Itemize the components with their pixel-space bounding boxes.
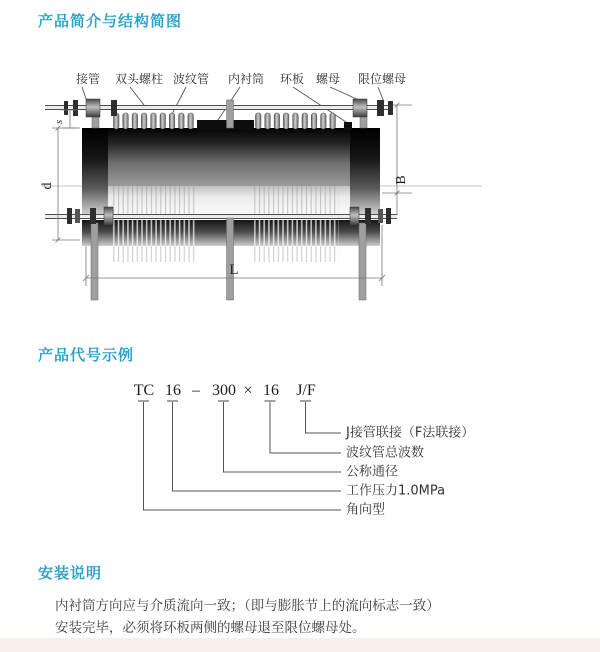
part-label-nut: 螺母 — [315, 72, 341, 86]
bellows-fingers-left — [114, 113, 194, 129]
right-end-cap — [350, 128, 380, 214]
install-line-1: 内衬筒方向应与介质流向一致；（即与膨胀节上的流向标志一致） — [55, 598, 440, 614]
code-token-16b: 16 — [263, 382, 279, 399]
ring-plate-right — [344, 122, 352, 130]
code-connector-lines — [144, 402, 342, 510]
product-code-diagram — [0, 372, 600, 542]
dimension-d — [40, 126, 80, 243]
dim-label-s: s — [53, 119, 65, 125]
code-token-dash: – — [192, 382, 200, 399]
part-label-stud: 双头螺柱 — [114, 72, 164, 86]
tie-rod-bottom — [45, 215, 397, 218]
callout-wave-count: 波纹管总波数 — [346, 445, 425, 461]
code-token-times: × — [243, 382, 253, 399]
part-label-limit-nut: 限位螺母 — [357, 72, 407, 86]
expansion-joint-diagram — [0, 68, 520, 320]
section-heading-code: 产品代号示例 — [38, 346, 135, 364]
install-line-2: 安装完毕，必须将环板两侧的螺母退至限位螺母处。 — [55, 620, 366, 636]
callout-connection: J接管联接（F法联接） — [346, 425, 475, 441]
section-heading-intro: 产品简介与结构简图 — [38, 12, 183, 30]
callout-working-pressure: 工作压力1.0MPa — [346, 483, 446, 499]
part-label-ring-plate: 环板 — [279, 72, 305, 86]
part-label-connection-pipe: 接管 — [75, 72, 101, 86]
section-heading-install: 安装说明 — [38, 564, 103, 582]
dimension-b — [382, 103, 412, 216]
left-end-cap — [82, 128, 108, 214]
callout-nominal-diameter: 公称通径 — [346, 464, 399, 480]
footer-strip — [0, 638, 600, 652]
body-upper — [82, 128, 380, 186]
dim-label-b: B — [394, 175, 409, 185]
dim-label-l: L — [229, 262, 239, 278]
code-token-jf: J/F — [296, 382, 316, 399]
convolution-lines-lower-left — [112, 220, 197, 246]
code-token-300: 300 — [212, 382, 236, 399]
part-label-inner-liner: 内衬筒 — [227, 72, 265, 86]
install-instructions — [55, 595, 555, 639]
convolution-lines-lower-right — [254, 220, 339, 246]
bellows-fingers-right — [256, 113, 336, 129]
part-label-bellows: 波纹管 — [172, 72, 210, 86]
convolution-lines-left — [112, 186, 197, 214]
code-token-16a: 16 — [165, 382, 181, 399]
code-token-tc: TC — [133, 382, 155, 399]
convolution-lines-faint-left — [112, 246, 197, 262]
convolution-lines-right — [254, 186, 339, 214]
inner-liner-band — [197, 120, 254, 130]
callout-angular-type: 角向型 — [346, 502, 386, 518]
convolution-lines-faint-right — [254, 246, 339, 262]
dim-label-d: d — [40, 182, 55, 190]
